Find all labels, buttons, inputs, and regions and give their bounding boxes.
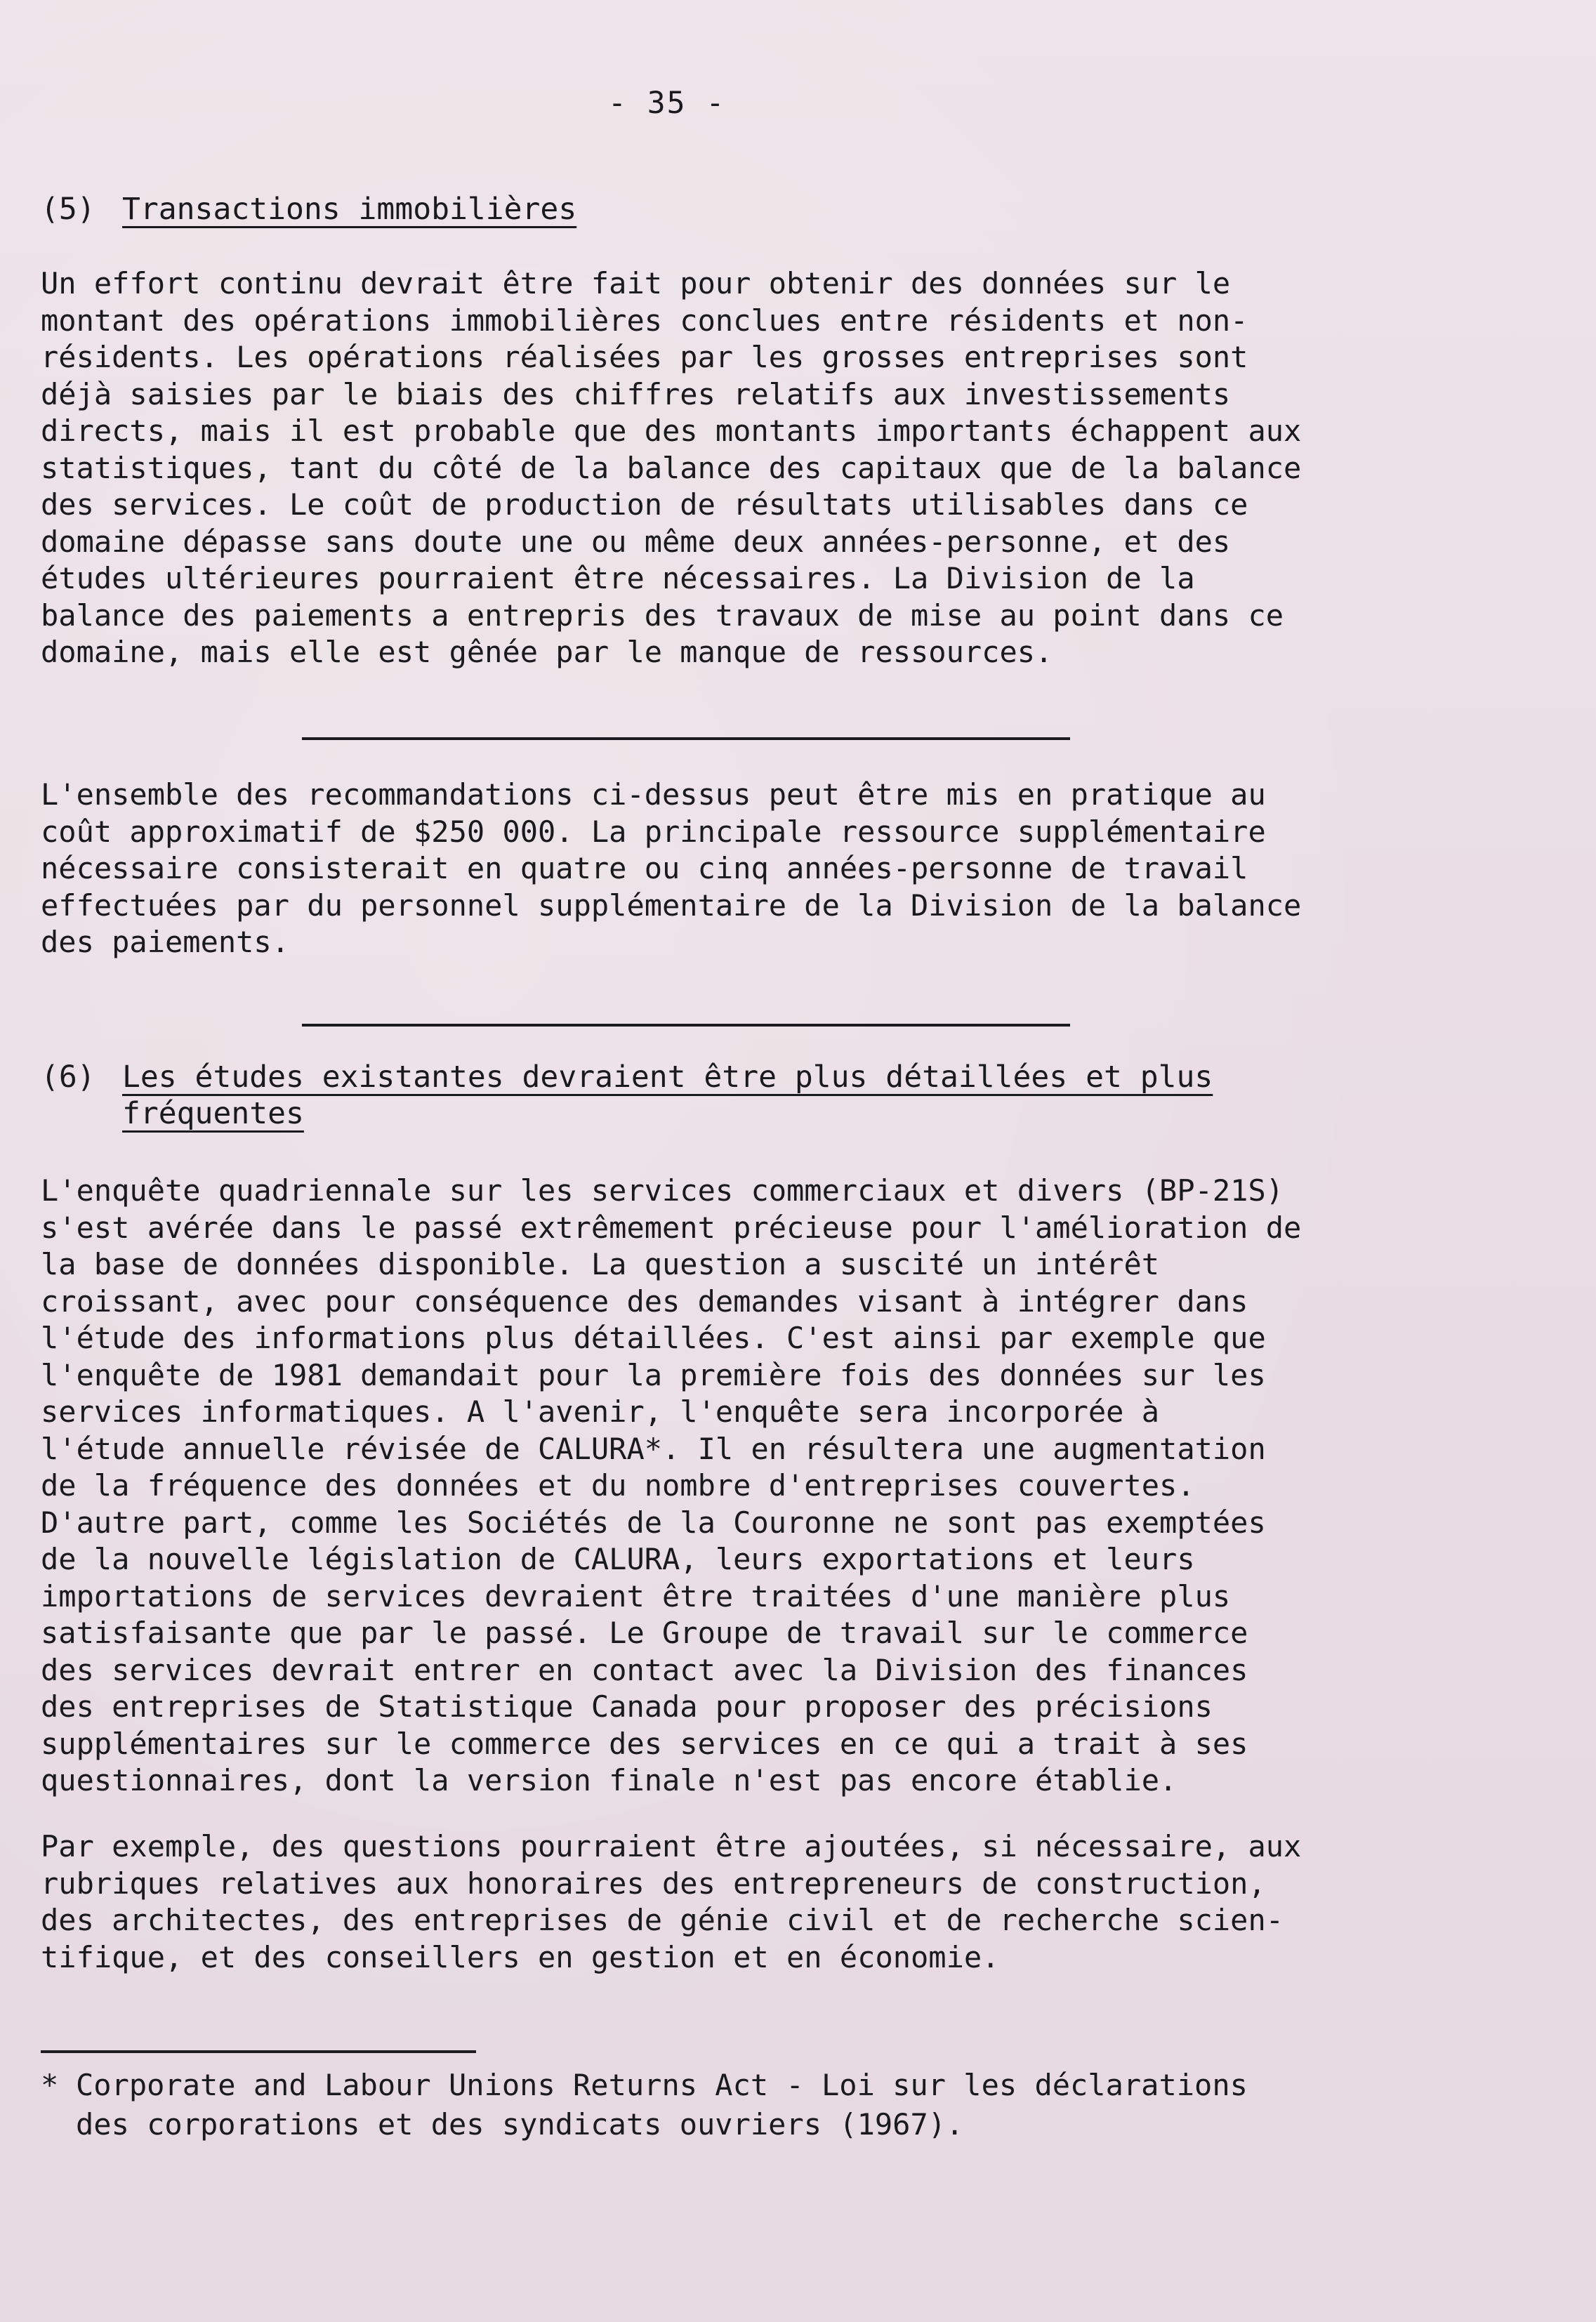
text-line: supplémentaires sur le commerce des services en ce qui a trait à ses: [41, 1726, 1248, 1761]
text-line: déjà saisies par le biais des chiffres relatifs aux investissements: [41, 376, 1231, 411]
page-number: - 35 -: [608, 86, 726, 121]
text-line: effectuées par du personnel supplémentaire de la Division de la balance: [41, 888, 1302, 923]
section-6-number: (6): [41, 1060, 95, 1095]
text-line: L'enquête quadriennale sur les services commerciaux et divers (BP-21S): [41, 1173, 1284, 1208]
text-line: s'est avérée dans le passé extrêmement précieuse pour l'amélioration de: [41, 1210, 1302, 1245]
text-line: services informatiques. A l'avenir, l'enquête sera incorporée à: [41, 1394, 1160, 1429]
section-5-heading: [41, 191, 576, 227]
section-6-paragraph-1: [41, 1173, 1347, 1800]
text-line: résidents. Les opérations réalisées par les grosses entreprises sont: [41, 340, 1248, 374]
text-line: croissant, avec pour conséquence des demandes visant à intégrer dans: [41, 1284, 1248, 1319]
text-line: rubriques relatives aux honoraires des entrepreneurs de construction,: [41, 1866, 1266, 1901]
text-line: de la fréquence des données et du nombre d'entreprises couvertes.: [41, 1468, 1195, 1503]
text-line: D'autre part, comme les Sociétés de la Couronne ne sont pas exemptées: [41, 1505, 1266, 1540]
text-line: balance des paiements a entrepris des travaux de mise au point dans ce: [41, 598, 1284, 633]
text-line: des architectes, des entreprises de génie civil et de recherche scien-: [41, 1903, 1284, 1937]
summary-paragraph: [41, 777, 1347, 961]
text-line: Un effort continu devrait être fait pour obtenir des données sur le: [41, 266, 1231, 301]
footnote-rule: [41, 2050, 476, 2053]
text-line: nécessaire consisterait en quatre ou cinq années-personne de travail: [41, 851, 1248, 885]
footnote-line: Corporate and Labour Unions Returns Act - Loi sur les déclarations: [76, 2068, 1248, 2102]
section-6-paragraph-2: [41, 1828, 1347, 1976]
section-5-paragraph: [41, 265, 1347, 671]
text-line: importations de services devraient être traitées d'une manière plus: [41, 1578, 1231, 1614]
text-line: domaine, mais elle est gênée par le manque de ressources.: [41, 635, 1053, 669]
text-line: des services. Le coût de production de résultats utilisables dans ce: [41, 487, 1248, 522]
text-line: des paiements.: [41, 925, 290, 959]
text-line: des entreprises de Statistique Canada pour proposer des précisions: [41, 1689, 1213, 1724]
separator-rule: [302, 737, 1070, 740]
text-line: l'enquête de 1981 demandait pour la première fois des données sur les: [41, 1357, 1266, 1392]
text-line: tifique, et des conseillers en gestion et en économie.: [41, 1939, 1000, 1974]
text-line: l'étude annuelle révisée de CALURA*. Il en résultera une augmentation: [41, 1431, 1266, 1466]
text-line: des services devrait entrer en contact avec la Division des finances: [41, 1652, 1248, 1687]
footnote-mark: *: [41, 2068, 59, 2102]
section-5-title: Transactions immobilières: [122, 192, 577, 227]
text-line: satisfaisante que par le passé. Le Groupe de travail sur le commerce: [41, 1616, 1248, 1650]
footnote: [41, 2066, 1375, 2144]
text-line: montant des opérations immobilières conclues entre résidents et non-: [41, 303, 1248, 338]
text-line: Par exemple, des questions pourraient être ajoutées, si nécessaire, aux: [41, 1829, 1302, 1863]
section-5-number: (5): [41, 192, 95, 227]
text-line: statistiques, tant du côté de la balance des capitaux que de la balance: [41, 450, 1302, 485]
text-line: L'ensemble des recommandations ci-dessus peut être mis en pratique au: [41, 777, 1266, 812]
text-line: domaine dépasse sans doute une ou même deux années-personne, et des: [41, 524, 1231, 559]
text-line: la base de données disponible. La question a suscité un intérêt: [41, 1247, 1160, 1281]
section-6-heading: [41, 1059, 1213, 1132]
section-6-title: Les études existantes devraient être plus détaillées et plus: [122, 1060, 1213, 1095]
text-line: coût approximatif de $250 000. La principale ressource supplémentaire: [41, 814, 1266, 849]
text-line: de la nouvelle législation de CALURA, leurs exportations et leurs: [41, 1542, 1195, 1576]
text-line: études ultérieures pourraient être nécessaires. La Division de la: [41, 561, 1195, 595]
text-line: l'étude des informations plus détaillées. C'est ainsi par exemple que: [41, 1321, 1266, 1355]
separator-rule: [302, 1024, 1070, 1027]
section-6-title-continued: fréquentes: [122, 1096, 304, 1131]
text-line: questionnaires, dont la version finale n'est pas encore établie.: [41, 1763, 1178, 1797]
text-line: directs, mais il est probable que des montants importants échappent aux: [41, 414, 1302, 448]
footnote-line: des corporations et des syndicats ouvriers (1967).: [76, 2107, 964, 2142]
